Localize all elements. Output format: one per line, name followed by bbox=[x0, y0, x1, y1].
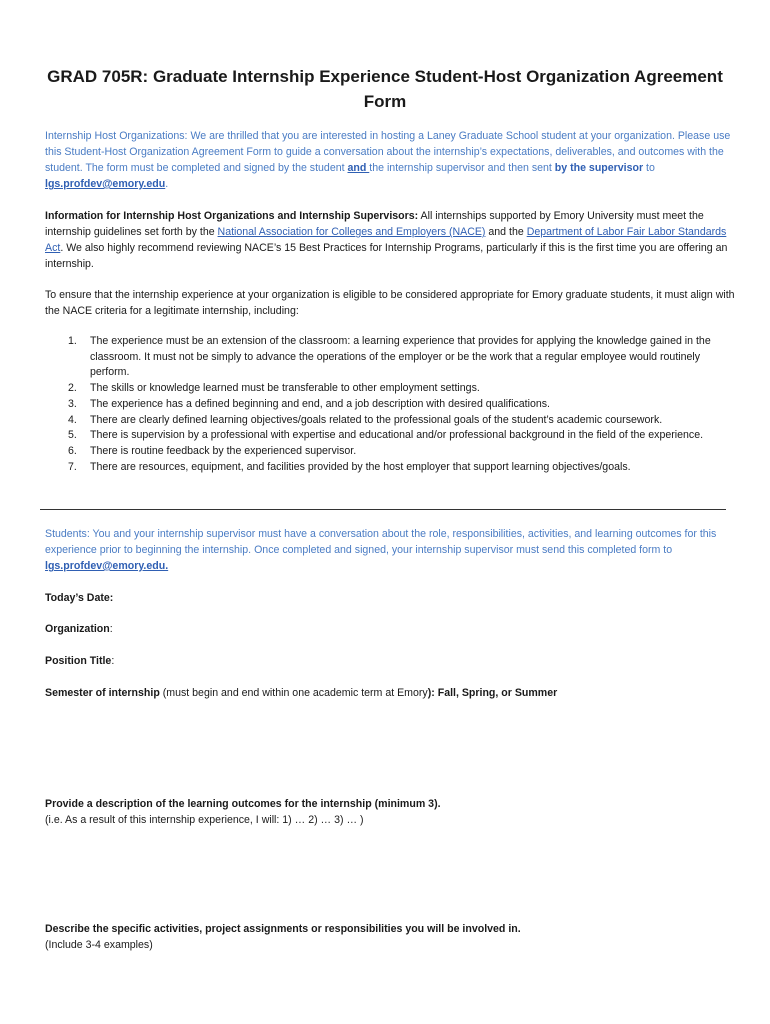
criteria-text: There are resources, equipment, and facilities provided by the host employer that support learning objectives/goals. bbox=[90, 460, 631, 473]
criteria-number: 5. bbox=[68, 429, 77, 442]
criteria-text: The skills or knowledge learned must be transferable to other employment settings. bbox=[90, 382, 480, 395]
criteria-number: 1. bbox=[68, 335, 77, 347]
position-title-label: Position Title bbox=[45, 655, 112, 667]
to-text: to bbox=[643, 162, 655, 174]
info-text-2: and the bbox=[485, 226, 527, 238]
info-text-3: . We also highly recommend reviewing NACE’s 15 Best Practices for Internship Programs, particularly if this is the first time you are offering an internship. bbox=[45, 242, 728, 270]
criteria-number: 2. bbox=[68, 382, 77, 395]
learning-outcomes-hint: (i.e. As a result of this internship experience, I will: 1) … 2) … 3) … ) bbox=[45, 814, 364, 826]
learning-outcomes-field bbox=[45, 796, 441, 828]
intro-end: . bbox=[165, 178, 169, 190]
section-divider bbox=[40, 509, 726, 510]
semester-field bbox=[45, 685, 557, 701]
students-email-link[interactable]: lgs.profdev@emory.edu. bbox=[45, 560, 169, 572]
dol-link[interactable]: Department of Labor Fair Labor Standards Act bbox=[45, 226, 727, 254]
todays-date-label: Today’s Date: bbox=[45, 592, 114, 604]
position-title-colon: : bbox=[111, 655, 115, 667]
intro-text: Internship Host Organizations: We are thrilled that you are interested in hosting a Laney Graduate School student at your organization. Please use this Student-Host Organization Agreement Form to guide a conversation about the internship’s expectations, deliverables, and outcomes with the student. The form must be completed and signed by the student bbox=[45, 130, 731, 174]
organization-field bbox=[45, 621, 113, 637]
position-title-field bbox=[45, 653, 114, 669]
intro-text-2: the internship supervisor and then sent bbox=[369, 162, 555, 174]
students-paragraph bbox=[45, 526, 735, 574]
and-emphasis: and bbox=[347, 162, 370, 174]
criteria-number: 4. bbox=[68, 413, 77, 426]
criteria-text: The experience must be an extension of the classroom: a learning experience that provides for applying the knowledge gained in the classroom. It must not be simply to advance the operations of the employer or be the work that a regular employee would routinely perform. bbox=[90, 335, 711, 379]
criteria-text: There are clearly defined learning objectives/goals related to the professional goals of the student’s academic coursework. bbox=[90, 413, 663, 426]
criteria-item bbox=[45, 460, 735, 476]
criteria-item bbox=[45, 428, 735, 444]
students-text: Students: You and your internship supervisor must have a conversation about the role, responsibilities, activities, and learning outcomes for this experience prior to beginning the internship. Once completed and signed, your internship supervisor must send this completed form to bbox=[45, 528, 717, 556]
activities-label: Describe the specific activities, project assignments or responsibilities you will be involved in. bbox=[45, 923, 521, 935]
criteria-item bbox=[45, 444, 735, 460]
page-title: GRAD 705R: Graduate Internship Experience Student-Host Organization Agreement Form bbox=[47, 67, 723, 111]
criteria-list bbox=[45, 334, 735, 475]
semester-note: (must begin and end within one academic term at Emory bbox=[159, 687, 428, 699]
activities-hint: (Include 3-4 examples) bbox=[45, 939, 153, 951]
learning-outcomes-label: Provide a description of the learning outcomes for the internship (minimum 3). bbox=[45, 798, 441, 810]
criteria-item bbox=[45, 413, 735, 429]
criteria-number: 7. bbox=[68, 460, 77, 473]
intro-paragraph bbox=[45, 128, 735, 192]
info-heading: Information for Internship Host Organizations and Internship Supervisors: bbox=[45, 210, 419, 222]
organization-colon: : bbox=[109, 623, 113, 635]
criteria-item bbox=[45, 381, 735, 397]
activities-field bbox=[45, 921, 521, 953]
semester-options: ): Fall, Spring, or Summer bbox=[427, 687, 558, 699]
criteria-number: 3. bbox=[68, 397, 77, 410]
criteria-item bbox=[45, 397, 735, 413]
semester-label: Semester of internship bbox=[45, 687, 160, 699]
nace-link[interactable]: National Association for Colleges and Employers (NACE) bbox=[217, 226, 486, 238]
info-text-1: All internships supported by Emory University must meet the internship guidelines set forth by the bbox=[45, 210, 704, 238]
criteria-number: 6. bbox=[68, 444, 77, 457]
criteria-text: There is supervision by a professional with expertise and educational and/or professional background in the field of the experience. bbox=[90, 429, 704, 442]
organization-label: Organization bbox=[45, 623, 110, 635]
criteria-item bbox=[45, 334, 735, 381]
criteria-text: The experience has a defined beginning and end, and a job description with desired qualifications. bbox=[90, 397, 550, 410]
info-paragraph bbox=[45, 208, 735, 272]
criteria-text: There is routine feedback by the experienced supervisor. bbox=[90, 444, 357, 457]
by-supervisor-text: by the supervisor bbox=[554, 162, 644, 174]
intro-email-link[interactable]: lgs.profdev@emory.edu bbox=[45, 178, 166, 190]
criteria-intro: To ensure that the internship experience at your organization is eligible to be considered appropriate for Emory graduate students, it must align with the NACE criteria for a legitimate internship, including: bbox=[45, 289, 735, 317]
